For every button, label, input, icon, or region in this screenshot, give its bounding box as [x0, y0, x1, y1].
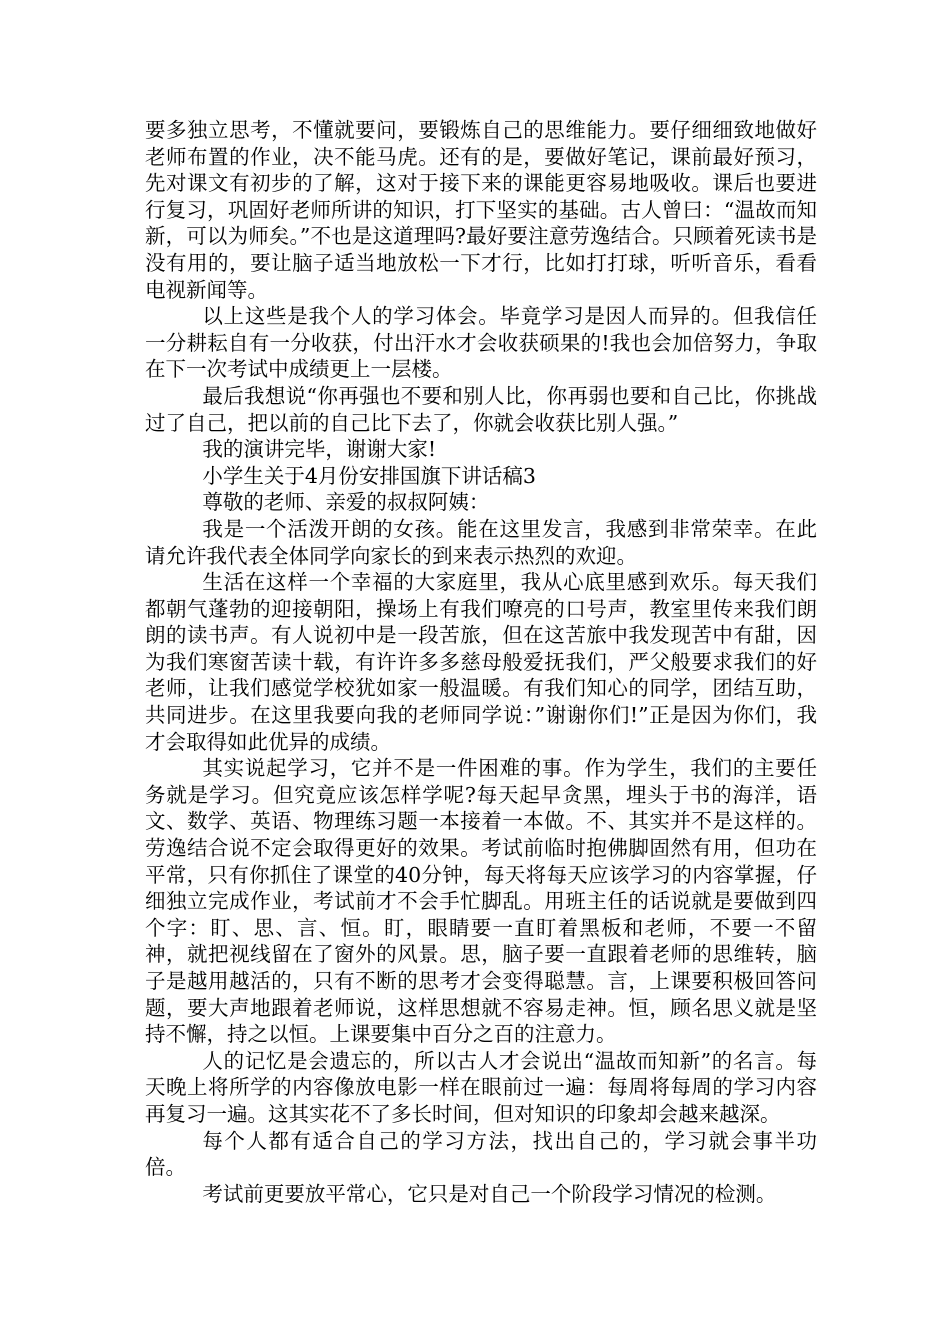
- salutation: 尊敬的老师、亲爱的叔叔阿姨：: [202, 490, 490, 515]
- paragraph: 最后我想说“你再强也不要和别人比，你再弱也要和自己比，你挑战过了自己，把以前的自己比下去了，你就会收获比别人强。”: [145, 383, 817, 435]
- paragraph: 每个人都有适合自己的学习方法，找出自己的，学习就会事半功倍。: [145, 1128, 817, 1180]
- closing-line: 我的演讲完毕，谢谢大家!: [202, 437, 437, 462]
- paragraph: 人的记忆是会遗忘的，所以古人才会说出“温故而知新”的名言。每天晚上将所学的内容像放电影一样在眼前过一遍：每周将每周的学习内容再复习一遍。这其实花不了多长时间，但对知识的印象却会越来越深。: [145, 1048, 817, 1126]
- paragraph: 要多独立思考，不懂就要问，要锻炼自己的思维能力。要仔细细致地做好老师布置的作业，决不能马虎。还有的是，要做好笔记，课前最好预习，先对课文有初步的了解，这对于接下来的课能更容易地吸收。课后也要进行复习，巩固好老师所讲的知识，打下坚实的基础。古人曾曰：“温故而知新，可以为师矣。”不也是这道理吗?最好要注意劳逸结合。只顾着死读书是没有用的，要让脑子适当地放松一下才行，比如打打球，听听音乐，看看电视新闻等。: [145, 118, 817, 302]
- paragraph: 生活在这样一个幸福的大家庭里，我从心底里感到欢乐。每天我们都朝气蓬勃的迎接朝阳，操场上有我们嘹亮的口号声，教室里传来我们朗朗的读书声。有人说初中是一段苦旅，但在这苦旅中我发现苦中有甜，因为我们寒窗苦读十载，有许许多多慈母般爱抚我们，严父般要求我们的好老师，让我们感觉学校犹如家一般温暖。有我们知心的同学，团结互助，共同进步。在这里我要向我的老师同学说：”谢谢你们!”正是因为你们，我才会取得如此优异的成绩。: [145, 570, 817, 754]
- section-title: 小学生关于4月份安排国旗下讲话稿3: [202, 463, 536, 488]
- document-body: [145, 117, 817, 1207]
- paragraph: 以上这些是我个人的学习体会。毕竟学习是因人而异的。但我信任一分耕耘自有一分收获，付出汗水才会收获硕果的!我也会加倍努力，争取在下一次考试中成绩更上一层楼。: [145, 304, 817, 382]
- paragraph: 其实说起学习，它并不是一件困难的事。作为学生，我们的主要任务就是学习。但究竟应该怎样学呢?每天起早贪黑，埋头于书的海洋，语文、数学、英语、物理练习题一本接着一本做。不、其实并不是这样的。劳逸结合说不定会取得更好的效果。考试前临时抱佛脚固然有用，但功在平常，只有你抓住了课堂的40分钟，每天将每天应该学习的内容掌握，仔细独立完成作业，考试前才不会手忙脚乱。用班主任的话说就是要做到四个字：盯、思、言、恒。盯，眼睛要一直盯着黑板和老师，不要一不留神，就把视线留在了窗外的风景。思，脑子要一直跟着老师的思维转，脑子是越用越活的，只有不断的思考才会变得聪慧。言，上课要积极回答问题，要大声地跟着老师说，这样思想就不容易走神。恒，顾名思义就是坚持不懈，持之以恒。上课要集中百分之百的注意力。: [145, 756, 817, 1047]
- paragraph: 考试前更要放平常心，它只是对自己一个阶段学习情况的检测。: [202, 1181, 777, 1206]
- paragraph: 我是一个活泼开朗的女孩。能在这里发言，我感到非常荣幸。在此请允许我代表全体同学向家长的到来表示热烈的欢迎。: [145, 516, 817, 568]
